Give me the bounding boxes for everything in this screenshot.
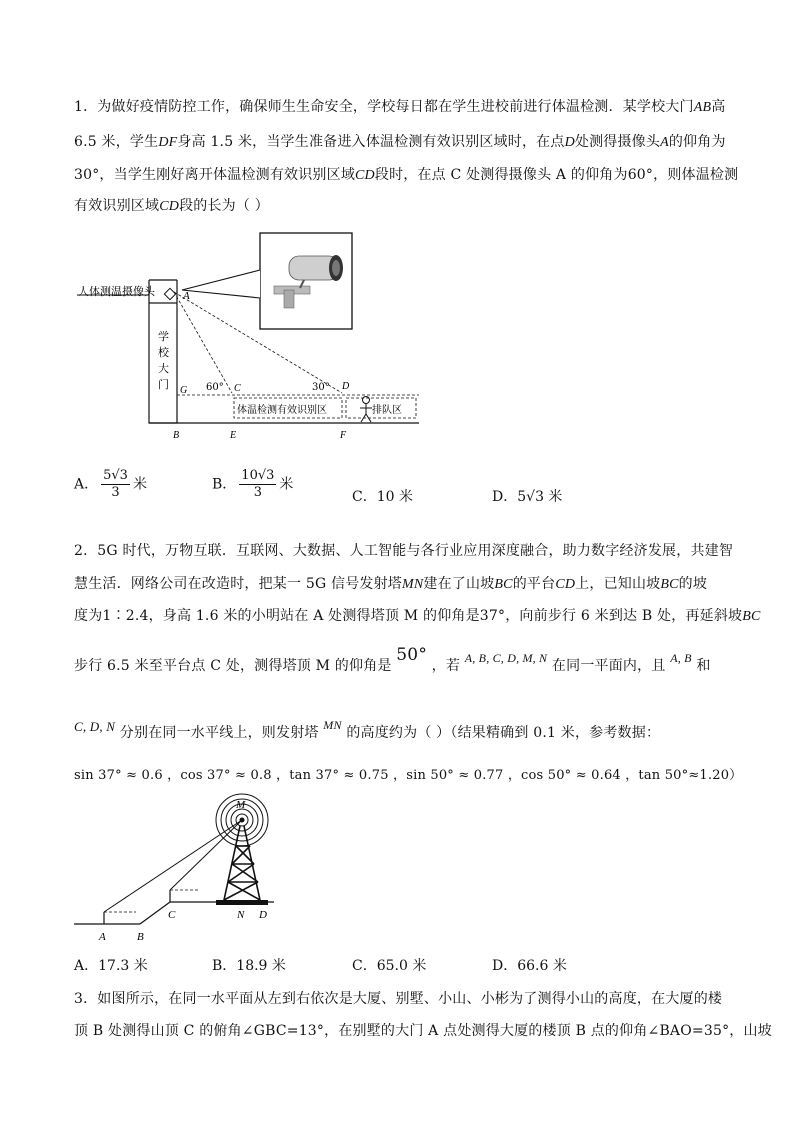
svg-text:D: D — [259, 909, 267, 921]
camera-callout-box — [260, 233, 352, 329]
q1-option-a[interactable]: A． $\frac{5√3}{3}$ 米 — [74, 468, 147, 500]
tower-base — [216, 900, 268, 905]
q2-option-c[interactable]: C．65.0 米 — [352, 958, 427, 974]
q3-line2: 顶 B 处测得山顶 C 的俯角∠GBC=13°，在别墅的大门 A 点处测得大厦的楼顶 B 点的仰角∠BAO=35°，山坡 — [74, 1023, 772, 1039]
svg-text:大: 大 — [158, 362, 169, 375]
q2-line5: C, D, N 分别在同一水平线上，则发射塔 MN 的高度约为（ ）（结果精确到 0.1 米，参考数据： — [74, 718, 661, 741]
camera-small-icon — [164, 288, 175, 299]
svg-text:F: F — [340, 430, 347, 441]
q2-figure — [74, 790, 304, 950]
svg-text:E: E — [230, 430, 237, 441]
svg-text:60°: 60° — [206, 382, 224, 393]
svg-text:G: G — [180, 385, 188, 396]
q2-option-a[interactable]: A．17.3 米 — [74, 958, 148, 974]
svg-text:C: C — [234, 383, 241, 394]
q2-option-d[interactable]: D．66.6 米 — [492, 958, 567, 974]
svg-text:体温检测有效识别区: 体温检测有效识别区 — [237, 405, 327, 416]
svg-text:门: 门 — [158, 378, 169, 391]
q2-line3: 度为1∶2.4，身高 1.6 米的小明站在 A 处测得塔顶 M 的仰角是37°，向前步行 6 米到达 B 处，再延斜坡BC — [74, 608, 761, 624]
svg-text:A: A — [183, 290, 190, 302]
svg-text:D: D — [342, 381, 350, 392]
svg-text:B: B — [173, 430, 180, 441]
q1-line3: 30°，当学生刚好离开体温检测有效识别区域CD段时，在点 C 处测得摄像头 A 的仰角为60°，则体温检测 — [74, 167, 739, 183]
q1-option-c[interactable]: C．10 米 — [352, 489, 413, 505]
svg-text:排队区: 排队区 — [372, 405, 402, 416]
svg-text:B: B — [137, 931, 144, 943]
camera-label: 人体测温摄像头 — [78, 285, 155, 298]
q1-figure — [74, 228, 434, 443]
q2-option-b[interactable]: B．18.9 米 — [212, 958, 286, 974]
q2-line4: 步行 6.5 米至平台点 C 处，测得塔顶 M 的仰角是 50° ，若 A, B, C, D, M, N 在同一平面内，且 A, B 和 — [74, 645, 711, 674]
svg-text:N: N — [237, 909, 245, 921]
svg-text:M: M — [236, 799, 246, 811]
q2-line2: 慧生活．网络公司在改造时，把某一 5G 信号发射塔MN建在了山坡BC的平台CD上，已知山坡BC的坡 — [74, 576, 708, 592]
svg-text:校: 校 — [158, 346, 169, 359]
svg-text:C: C — [168, 909, 176, 921]
svg-text:A: A — [99, 931, 106, 943]
q1-line1: 1．为做好疫情防控工作，确保师生生命安全，学校每日都在学生进校前进行体温检测．某学校大门AB高 — [74, 99, 726, 115]
q1-line4: 有效识别区域CD段的长为（ ） — [74, 198, 269, 214]
svg-text:30°: 30° — [312, 382, 330, 393]
q1-option-b[interactable]: B． $\frac{10√3}{3}$ 米 — [212, 468, 294, 500]
svg-text:学: 学 — [158, 330, 169, 343]
q1-option-d[interactable]: D．5√3 米 — [492, 489, 563, 505]
q1-line2: 6.5 米，学生DF身高 1.5 米，当学生准备进入体温检测有效识别区域时，在点D处测得摄像头A的仰角为 — [74, 134, 726, 150]
q3-line1: 3．如图所示，在同一水平面从左到右依次是大厦、别墅、小山、小彬为了测得小山的高度，在大厦的楼 — [74, 991, 723, 1007]
q2-ref-data: sin 37° ≈ 0.6 ，cos 37° ≈ 0.8 ，tan 37° ≈ 0.75 ，sin 50° ≈ 0.77 ，cos 50° ≈ 0.64 ，tan 50°≈1.20） — [74, 768, 743, 783]
q2-line1: 2．5G 时代，万物互联．互联网、大数据、人工智能与各行业应用深度融合，助力数字经济发展，共建智 — [74, 543, 734, 559]
